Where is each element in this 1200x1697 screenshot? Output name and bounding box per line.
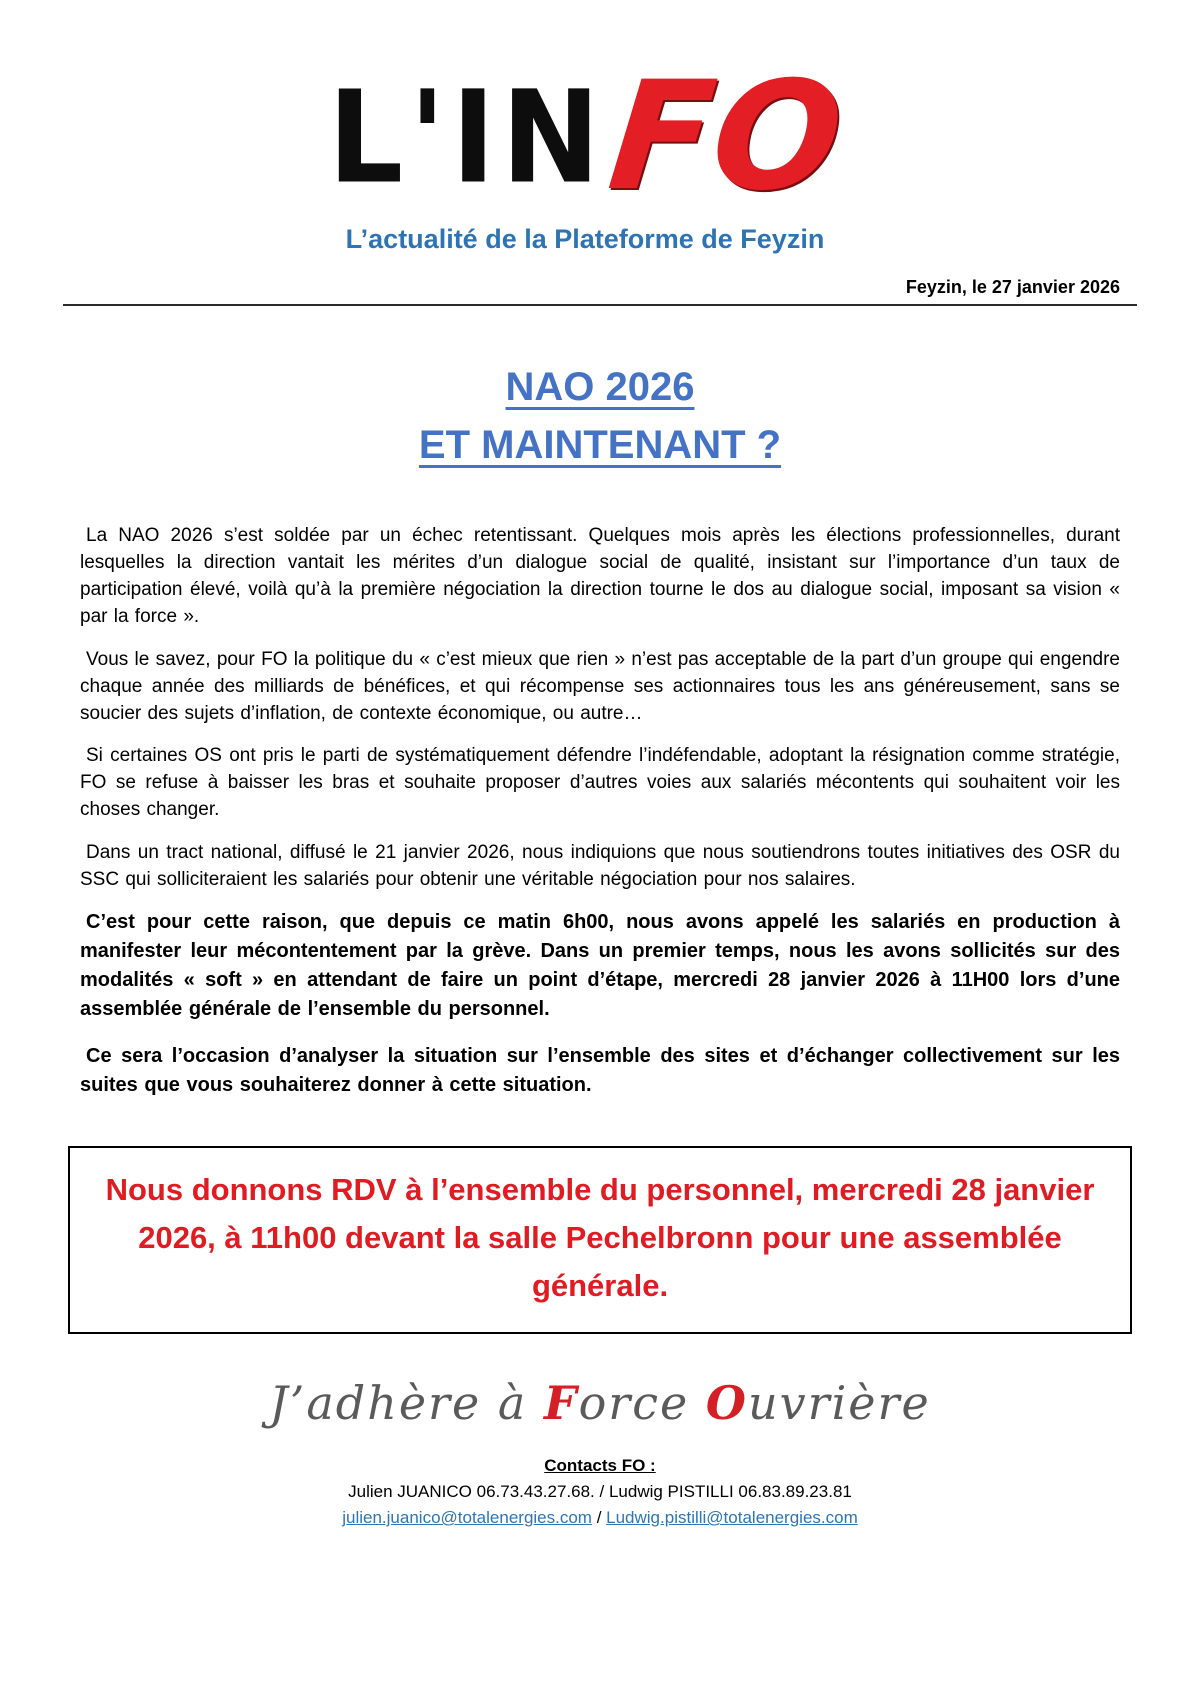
- email-link-juanico[interactable]: julien.juanico@totalenergies.com: [342, 1508, 592, 1528]
- body-text: [80, 522, 1120, 1100]
- document-title: [80, 358, 1120, 474]
- rdv-highlight-box: [68, 1146, 1132, 1334]
- membership-slogan: [80, 1376, 1120, 1430]
- slogan-seg-5: uvrière: [747, 1376, 931, 1431]
- logo-text-fo: FO: [601, 50, 851, 224]
- email-link-pistilli[interactable]: Ludwig.pistilli@totalenergies.com: [606, 1508, 858, 1528]
- contacts-section: [80, 1456, 1120, 1528]
- contacts-heading: Contacts FO :: [544, 1456, 656, 1476]
- email-separator: /: [591, 1508, 607, 1528]
- paragraph-3: Si certaines OS ont pris le parti de systématiquement défendre l’indéfendable, adoptant la résignation comme stratégie, FO se refuse à baisser les bras et souhaite proposer d’autres voies aux salariés mécontents qui souhaitent voir les choses changer.: [80, 745, 1120, 821]
- paragraph-6-bold: Ce sera l’occasion d’analyser la situation sur l’ensemble des sites et d’échanger collectivement sur les suites que vous souhaiterez donner à cette situation.: [80, 1044, 1120, 1096]
- title-line-2: ET MAINTENANT ?: [418, 423, 782, 467]
- paragraph-5-bold: C’est pour cette raison, que depuis ce matin 6h00, nous avons appelé les salariés en production à manifester leur mécontentement par la grève. Dans un premier temps, nous les avons sollicités sur des modalités « soft » en attendant de faire un point d’étape, mercredi 28 janvier 2026 à 11H00 lors d’une assemblée générale de l’ensemble du personnel.: [80, 910, 1120, 1020]
- newsletter-subtitle: L’actualité de la Plateforme de Feyzin: [345, 224, 825, 254]
- fo-logo: [50, 50, 1120, 224]
- header-divider: [63, 304, 1137, 306]
- logo-text-lin: L'IN: [328, 62, 606, 212]
- contacts-names: Julien JUANICO 06.73.43.27.68. / Ludwig PISTILLI 06.83.89.23.81: [348, 1482, 852, 1502]
- title-line-1: NAO 2026: [505, 365, 695, 409]
- paragraph-1: La NAO 2026 s’est soldée par un échec retentissant. Quelques mois après les élections professionnelles, durant lesquelles la direction vantait les mérites d’un dialogue social de qualité, insistant sur l’importance d’un taux de participation élevé, voilà qu’à la première négociation la direction tourne le dos au dialogue social, imposant sa vision « par la force ».: [80, 525, 1120, 628]
- rdv-highlight-text: Nous donnons RDV à l’ensemble du personnel, mercredi 28 janvier 2026, à 11h00 devant la salle Pechelbronn pour une assemblée générale.: [105, 1171, 1095, 1303]
- slogan-seg-1: J’adhère à: [269, 1376, 544, 1431]
- slogan-seg-3: orce: [578, 1376, 706, 1431]
- slogan-red-o: O: [705, 1376, 748, 1431]
- slogan-red-f: F: [543, 1376, 579, 1431]
- contacts-emails: [80, 1508, 1120, 1528]
- paragraph-4: Dans un tract national, diffusé le 21 janvier 2026, nous indiquions que nous soutiendrons toutes initiatives des OSR du SSC qui solliciteraient les salariés pour obtenir une véritable négociation pour nos salaires.: [80, 841, 1120, 890]
- dateline: Feyzin, le 27 janvier 2026: [905, 277, 1120, 297]
- paragraph-2: Vous le savez, pour FO la politique du « c’est mieux que rien » n’est pas acceptable de la part d’un groupe qui engendre chaque année des milliards de bénéfices, et qui récompense ses actionnaires tous les ans généreusement, sans se soucier des sujets d’inflation, de contexte économique, ou autre…: [80, 648, 1120, 724]
